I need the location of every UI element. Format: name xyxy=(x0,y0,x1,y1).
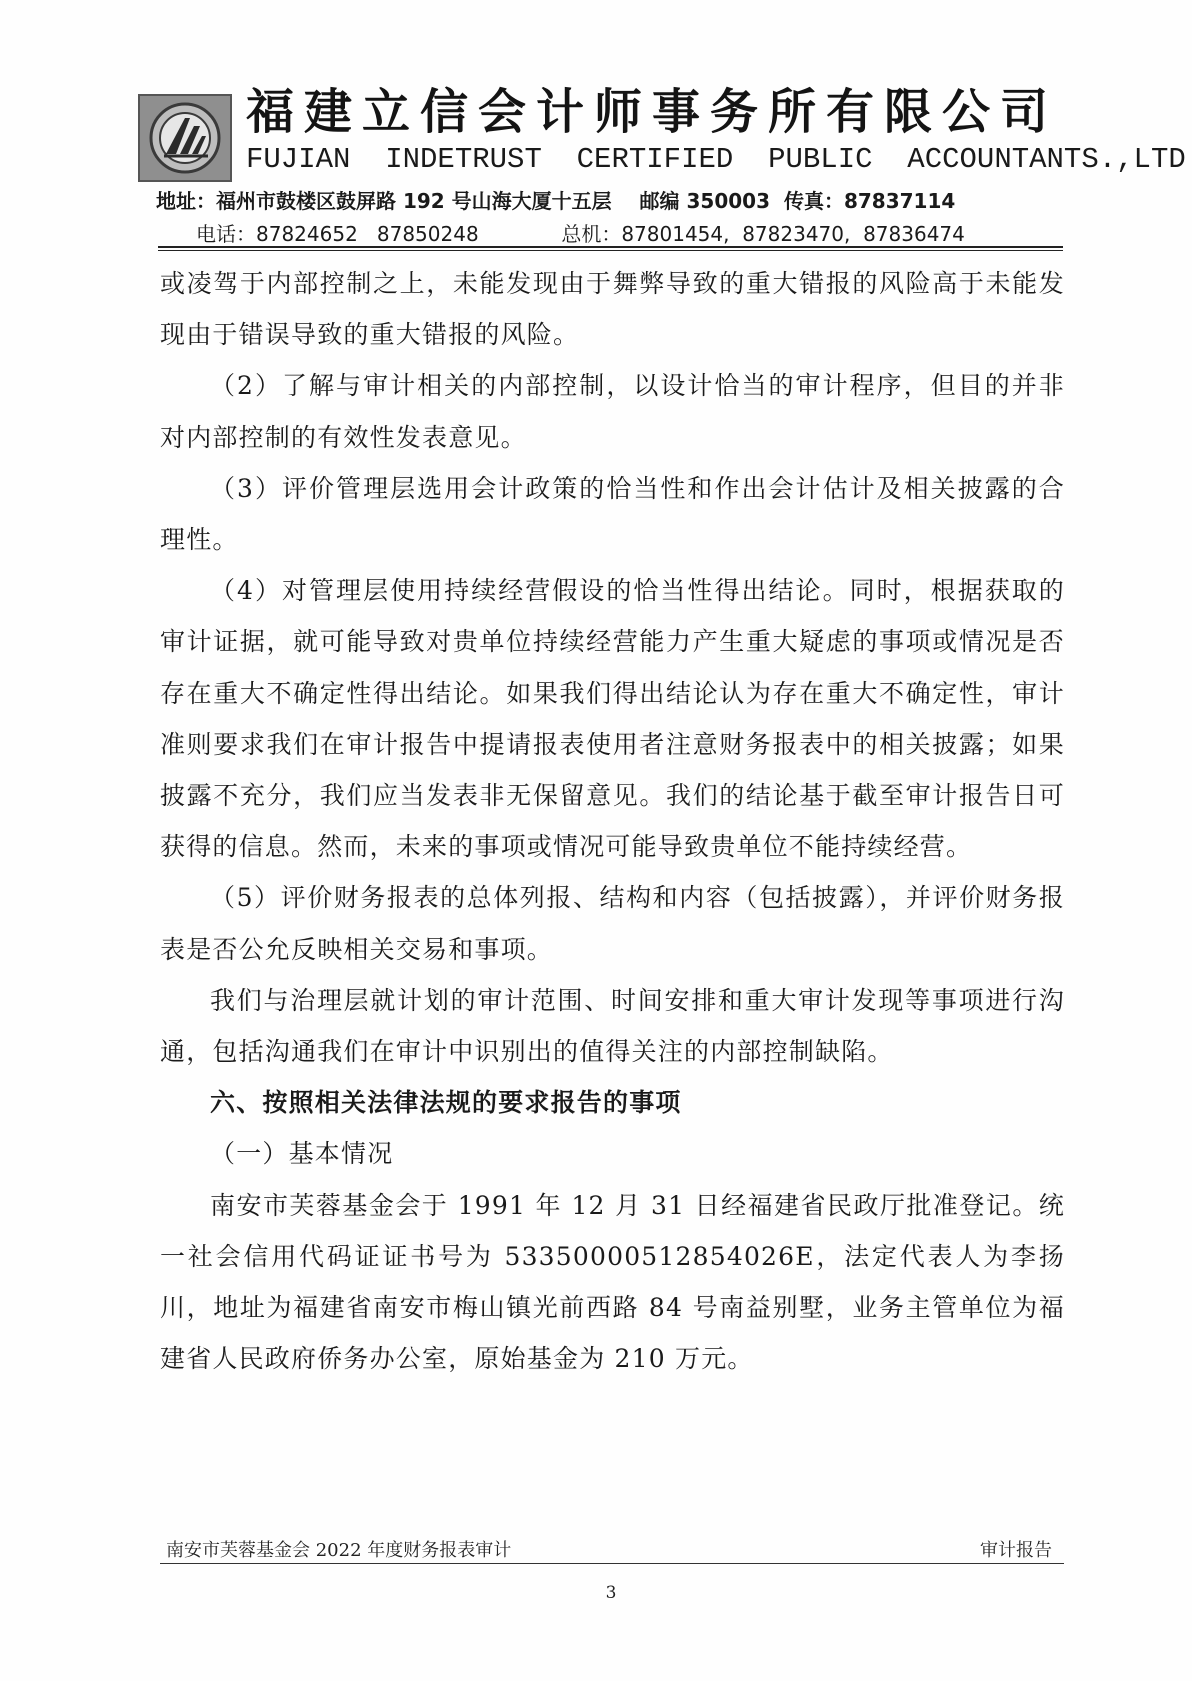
letterhead-divider-thin xyxy=(158,250,1063,251)
firm-postcode: 邮编 350003 xyxy=(639,189,771,213)
firm-english-name: FUJIAN INDETRUST CERTIFIED PUBLIC ACCOUNTANTS.,LTD xyxy=(246,143,1186,176)
paragraph-communication: 我们与治理层就计划的审计范围、时间安排和重大审计发现等事项进行沟通，包括沟通我们在审计中识别出的值得关注的内部控制缺陷。 xyxy=(160,985,1065,1067)
paragraph-item-5: （5）评价财务报表的总体列报、结构和内容（包括披露），并评价财务报表是否公允反映相关交易和事项。 xyxy=(160,883,1065,964)
firm-address-line xyxy=(156,187,955,215)
footer-divider xyxy=(160,1563,1064,1564)
report-body xyxy=(160,258,1065,1384)
firm-switchboard: 总机：87801454, 87823470, 87836474 xyxy=(561,222,965,246)
firm-fax: 传真：87837114 xyxy=(783,189,956,213)
paragraph-continuation: 或凌驾于内部控制之上，未能发现由于舞弊导致的重大错报的风险高于未能发现由于错误导致的重大错报的风险。 xyxy=(160,269,1065,350)
footer-report-title: 南安市芙蓉基金会 2022 年度财务报表审计 xyxy=(166,1540,512,1561)
paragraph-item-2: （2）了解与审计相关的内部控制，以设计恰当的审计程序，但目的并非对内部控制的有效性发表意见。 xyxy=(160,371,1065,452)
letterhead-divider xyxy=(158,246,1063,248)
page-number: 3 xyxy=(605,1583,617,1603)
paragraph-item-4: （4）对管理层使用持续经营假设的恰当性得出结论。同时，根据获取的审计证据，就可能导致对贵单位持续经营能力产生重大疑虑的事项或情况是否存在重大不确定性得出结论。如果我们得出结论认为存在重大不确定性，审计准则要求我们在审计报告中提请报表使用者注意财务报表中的相关披露；如果披露不充分，我们应当发表非无保留意见。我们的结论基于截至审计报告日可获得的信息。然而，未来的事项或情况可能导致贵单位不能持续经营。 xyxy=(160,576,1065,862)
section-heading: 六、按照相关法律法规的要求报告的事项 xyxy=(210,1088,682,1118)
paragraph-item-3: （3）评价管理层选用会计政策的恰当性和作出会计估计及相关披露的合理性。 xyxy=(160,473,1065,555)
firm-address: 地址：福州市鼓楼区鼓屏路 192 号山海大厦十五层 xyxy=(156,189,612,213)
paragraph-basic-info: 南安市芙蓉基金会于 1991 年 12 月 31 日经福建省民政厅批准登记。统一社会信用代码证证书号为 53350000512854026E，法定代表人为李扬川，地址为福建省南安市梅山镇光前西路 84 号南益别墅，业务主管单位为福建省人民政府侨务办公室，原始基金为 210 万元。 xyxy=(160,1190,1065,1374)
firm-chinese-name: 福建立信会计师事务所有限公司 xyxy=(246,84,1059,140)
firm-seal-logo-icon xyxy=(138,94,232,182)
firm-phone-line xyxy=(196,220,965,248)
firm-phone: 电话：87824652 87850248 xyxy=(196,222,479,246)
footer-report-type: 审计报告 xyxy=(980,1540,1052,1561)
subsection-heading: （一）基本情况 xyxy=(210,1139,394,1169)
